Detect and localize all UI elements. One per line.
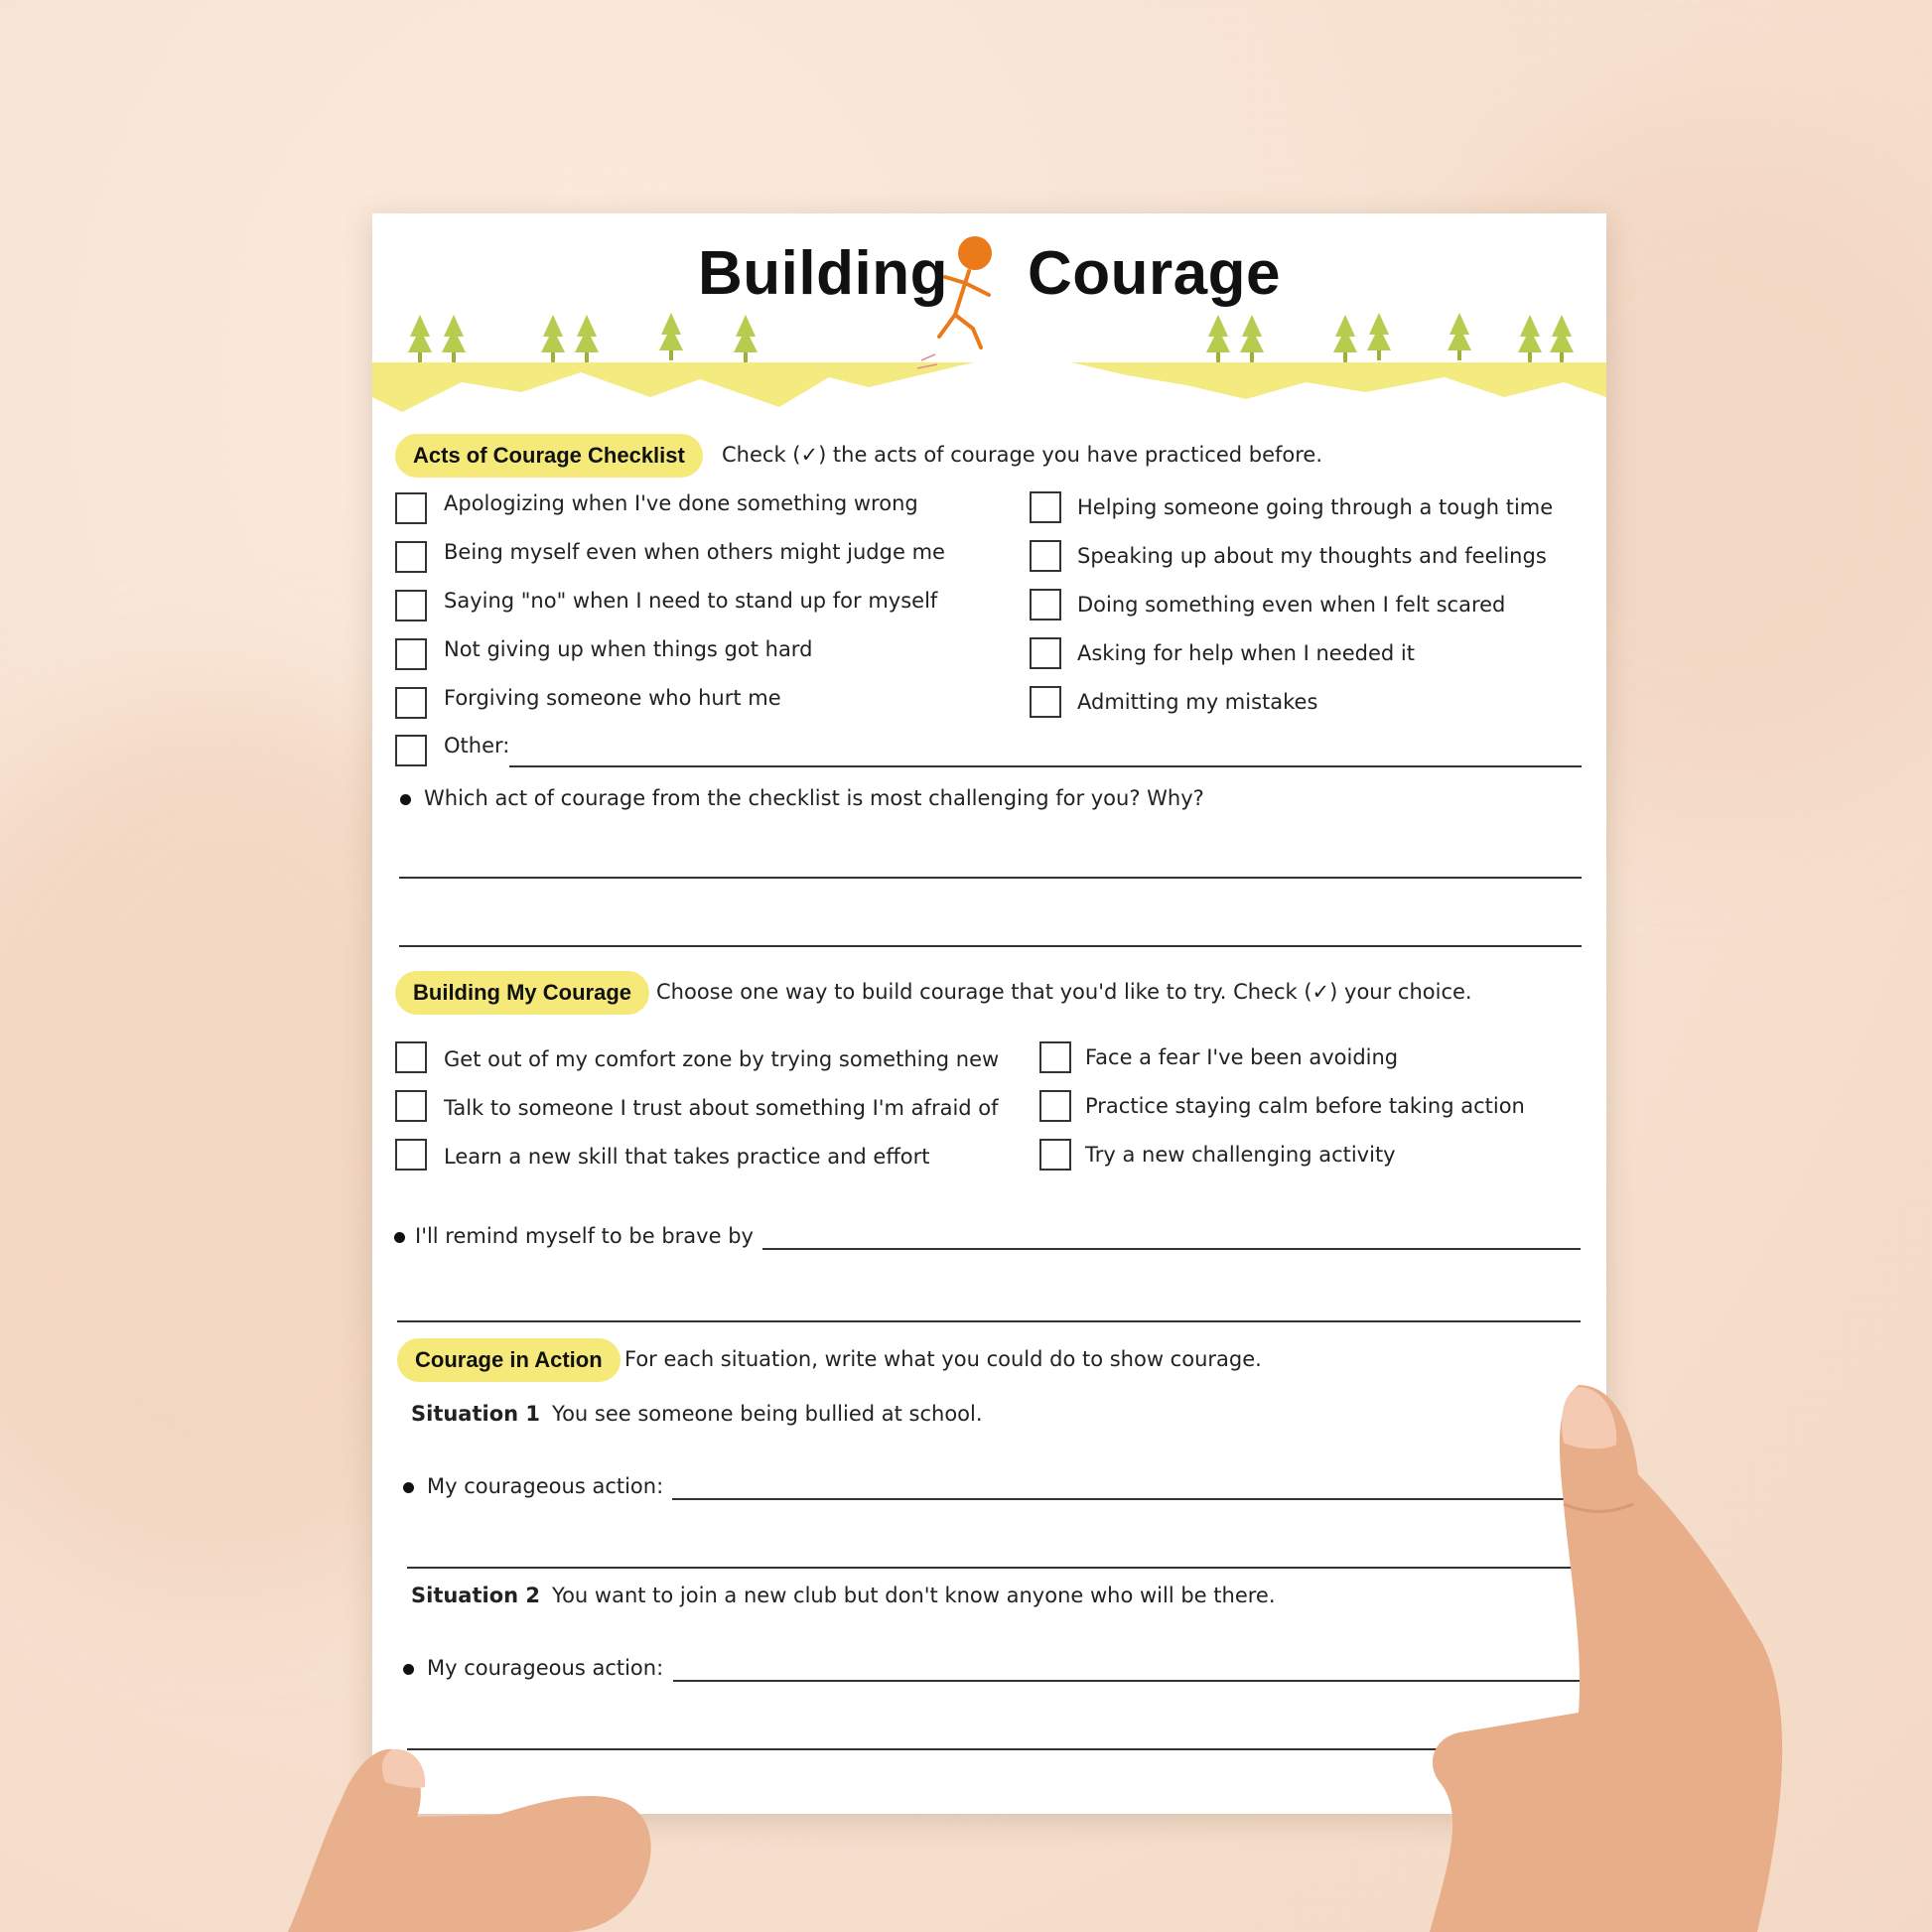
title-word-1: Building (698, 239, 948, 308)
section-label-action: Courage in Action (397, 1338, 621, 1382)
checkbox[interactable] (1039, 1041, 1071, 1073)
checklist-item: Helping someone going through a tough time (1077, 495, 1554, 519)
checklist-item: Apologizing when I've done something wrong (444, 491, 918, 515)
checklist-item: Doing something even when I felt scared (1077, 593, 1506, 617)
action-label: My courageous action: (427, 1656, 664, 1680)
answer-line[interactable] (397, 1320, 1581, 1322)
left-hand (268, 1727, 705, 1932)
checkbox[interactable] (395, 735, 427, 766)
checkbox[interactable] (395, 1139, 427, 1171)
challenge-question: Which act of courage from the checklist is most challenging for you? Why? (424, 786, 1204, 810)
situation-2 (411, 1584, 1276, 1607)
remind-line[interactable] (762, 1248, 1581, 1250)
building-item: Talk to someone I trust about something I'm afraid of (444, 1096, 999, 1120)
right-hand (1430, 1385, 1797, 1932)
building-item: Learn a new skill that takes practice and effort (444, 1145, 930, 1169)
checklist-instruction: Check (✓) the acts of courage you have practiced before. (722, 443, 1323, 467)
building-item: Get out of my comfort zone by trying something new (444, 1047, 1000, 1071)
checkbox[interactable] (1039, 1139, 1071, 1171)
checkbox[interactable] (1039, 1090, 1071, 1122)
checkbox[interactable] (1030, 491, 1061, 523)
bullet (403, 1482, 414, 1493)
checkbox[interactable] (395, 492, 427, 524)
checklist-item: Speaking up about my thoughts and feelings (1077, 544, 1547, 568)
section-label-checklist: Acts of Courage Checklist (395, 434, 703, 478)
checkbox[interactable] (395, 1041, 427, 1073)
situation-2-text: You want to join a new club but don't know anyone who will be there. (552, 1584, 1276, 1607)
checklist-item-other: Other: (444, 734, 510, 758)
action-label: My courageous action: (427, 1474, 664, 1498)
building-item: Face a fear I've been avoiding (1085, 1045, 1399, 1069)
building-instruction: Choose one way to build courage that you'd like to try. Check (✓) your choice. (656, 980, 1472, 1004)
situation-1-label: Situation 1 (411, 1402, 541, 1426)
remind-prompt: I'll remind myself to be brave by (415, 1224, 754, 1248)
building-item: Try a new challenging activity (1085, 1143, 1396, 1167)
worksheet (372, 213, 1606, 1814)
page-title (372, 238, 1606, 309)
answer-line[interactable] (407, 1567, 1586, 1569)
building-item: Practice staying calm before taking action (1085, 1094, 1525, 1118)
bullet (400, 794, 411, 805)
title-word-2: Courage (1027, 239, 1281, 308)
bullet (394, 1232, 405, 1243)
checkbox[interactable] (1030, 589, 1061, 621)
checklist-item: Being myself even when others might judge me (444, 540, 945, 564)
checkbox[interactable] (395, 687, 427, 719)
situation-1-text: You see someone being bullied at school. (552, 1402, 983, 1426)
answer-line[interactable] (399, 945, 1582, 947)
checkbox[interactable] (395, 638, 427, 670)
checkbox[interactable] (1030, 637, 1061, 669)
checkbox[interactable] (395, 541, 427, 573)
section-label-building: Building My Courage (395, 971, 649, 1015)
answer-line[interactable] (399, 877, 1582, 879)
checklist-item: Not giving up when things got hard (444, 637, 813, 661)
situation-2-label: Situation 2 (411, 1584, 541, 1607)
checklist-item: Saying "no" when I need to stand up for myself (444, 589, 938, 613)
checkbox[interactable] (1030, 540, 1061, 572)
checklist-item: Admitting my mistakes (1077, 690, 1318, 714)
checkbox[interactable] (1030, 686, 1061, 718)
other-write-line[interactable] (509, 765, 1582, 767)
checklist-item: Forgiving someone who hurt me (444, 686, 781, 710)
checkbox[interactable] (395, 590, 427, 621)
bullet (403, 1664, 414, 1675)
action-instruction: For each situation, write what you could do to show courage. (624, 1347, 1262, 1371)
checkbox[interactable] (395, 1090, 427, 1122)
checklist-item: Asking for help when I needed it (1077, 641, 1415, 665)
situation-1 (411, 1402, 983, 1426)
